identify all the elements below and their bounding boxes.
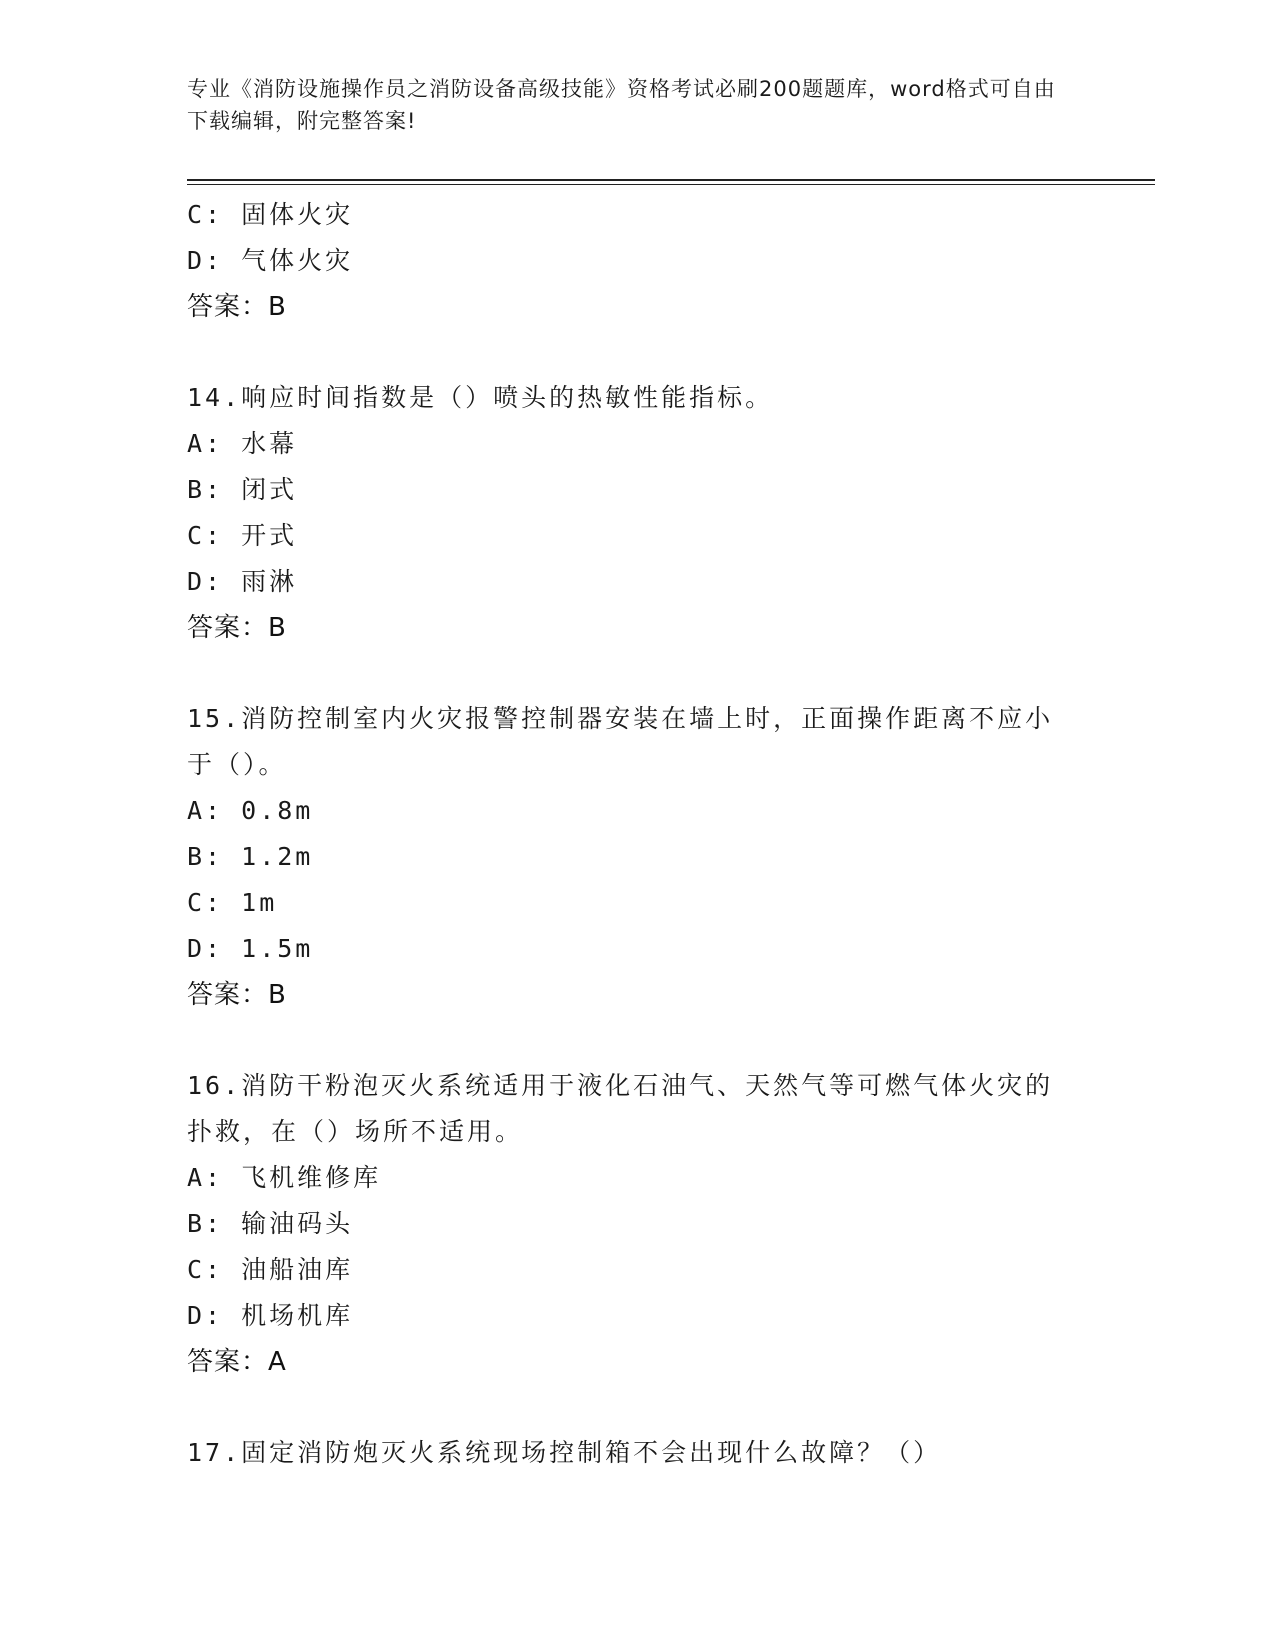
question-text: 14.响应时间指数是（）喷头的热敏性能指标。 [187,383,774,412]
header-rule-thin [187,184,1155,185]
option-c: C: 固体火灾 [187,200,354,229]
question-block-17 [187,1430,1087,1476]
option-c: C: 开式 [187,521,298,550]
question-text: 15.消防控制室内火灾报警控制器安装在墙上时，正面操作距离不应小于（）。 [187,704,1054,779]
question-list [187,192,1087,1476]
answer: 答案：B [187,613,287,643]
option-a: A: 水幕 [187,429,298,458]
answer: 答案：A [187,1347,287,1377]
header-rule-thick [187,179,1155,181]
answer: 答案：B [187,292,287,322]
option-b: B: 输油码头 [187,1209,354,1238]
option-d: D: 机场机库 [187,1301,354,1330]
question-block-16 [187,1063,1087,1385]
question-block-13 [187,192,1087,330]
answer: 答案：B [187,980,287,1010]
question-text: 17.固定消防炮灭火系统现场控制箱不会出现什么故障？（） [187,1438,942,1467]
option-b: B: 闭式 [187,475,298,504]
question-block-14 [187,375,1087,651]
option-d: D: 气体火灾 [187,246,354,275]
option-c: C: 油船油库 [187,1255,354,1284]
option-a: A: 0.8m [187,796,314,825]
option-a: A: 飞机维修库 [187,1163,382,1192]
option-c: C: 1m [187,888,278,917]
option-d: D: 雨淋 [187,567,298,596]
question-text: 16.消防干粉泡灭火系统适用于液化石油气、天然气等可燃气体火灾的扑救，在（）场所不适用。 [187,1071,1054,1146]
question-block-15 [187,696,1087,1018]
document-header: 专业《消防设施操作员之消防设备高级技能》资格考试必刷200题题库，word格式可自由下载编辑，附完整答案! [187,77,1056,133]
option-b: B: 1.2m [187,842,314,871]
option-d: D: 1.5m [187,934,314,963]
